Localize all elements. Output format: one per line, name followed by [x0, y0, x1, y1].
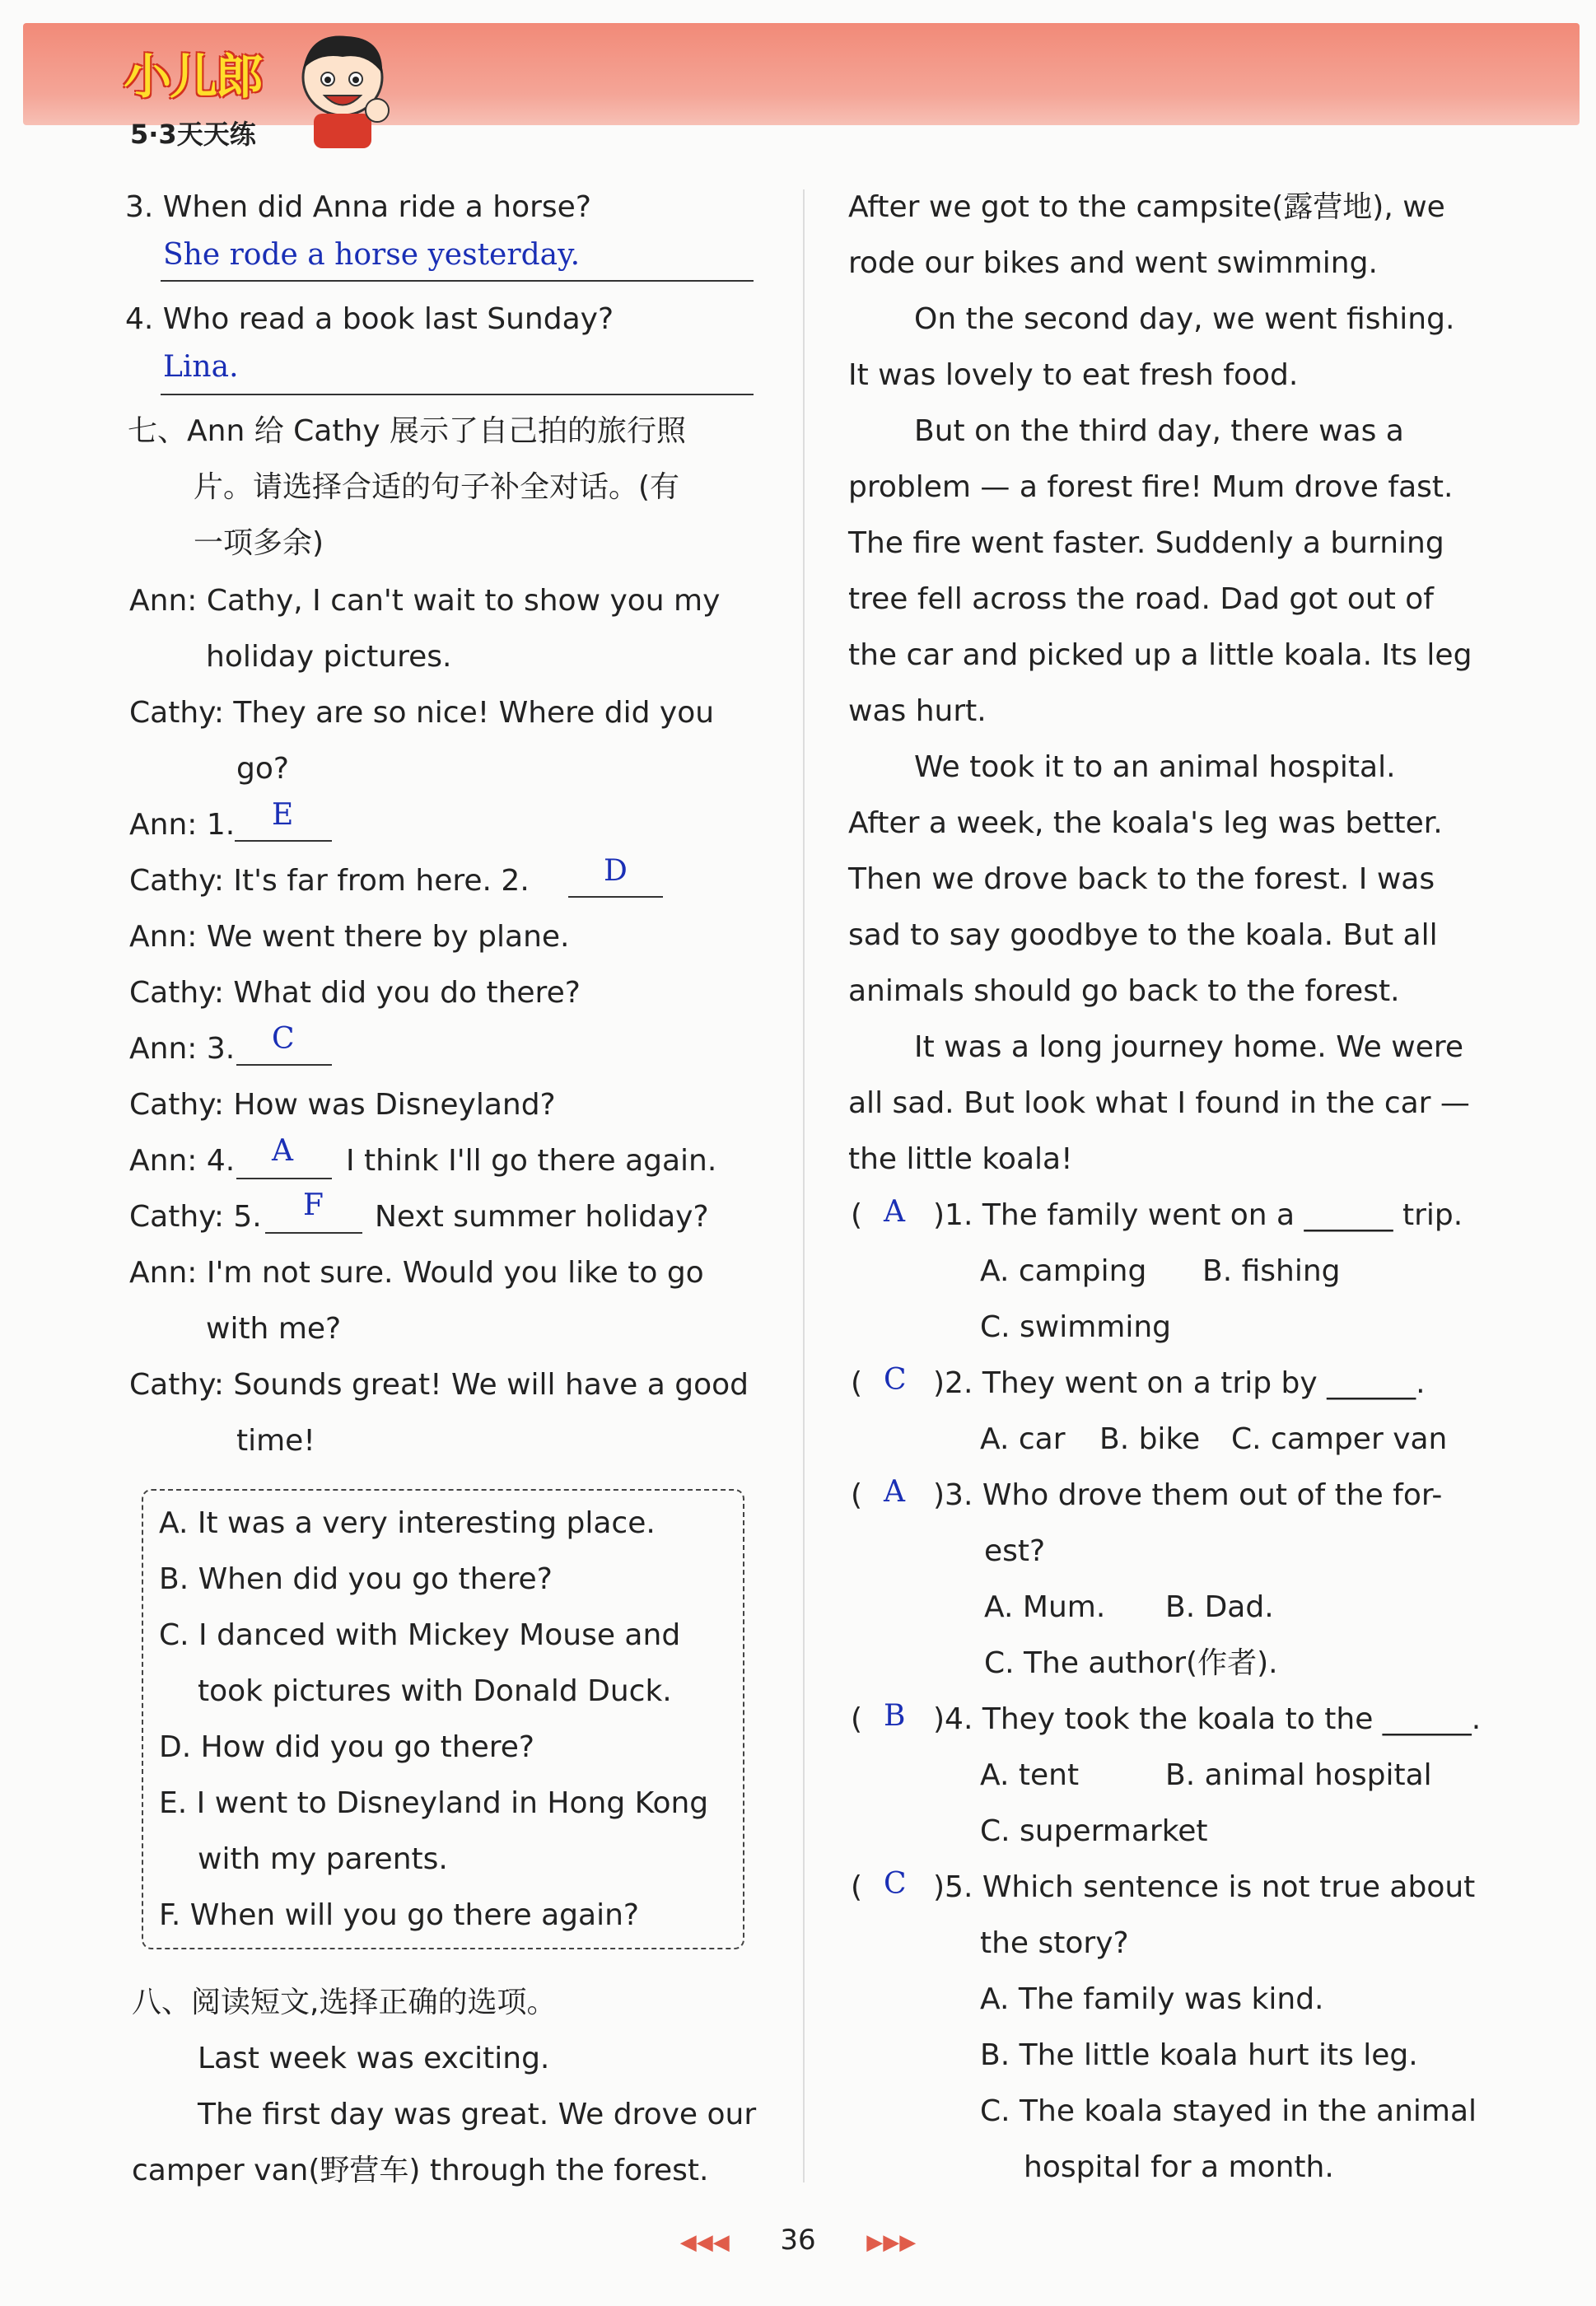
dialogue-line: time! — [236, 1424, 315, 1458]
option-e-cont: with my parents. — [198, 1842, 448, 1876]
mc-answer-5: C — [884, 1867, 907, 1901]
blank-answer-4: A — [272, 1134, 293, 1168]
mc-option: A. tent — [980, 1758, 1080, 1792]
section-8-title: 八、阅读短文,选择正确的选项。 — [132, 1986, 557, 2019]
blank-answer-5: F — [303, 1188, 324, 1222]
mc-question-5-cont: the story? — [980, 1926, 1129, 1960]
question-4: 4. Who read a book last Sunday? — [125, 302, 614, 336]
option-a: A. It was a very interesting place. — [159, 1506, 656, 1540]
mc-option: A. Mum. — [984, 1590, 1106, 1624]
dialogue-line: Next summer holiday? — [375, 1200, 709, 1234]
passage-line: camper van(野营车) through the forest. — [132, 2154, 709, 2187]
mc-option: B. The little koala hurt its leg. — [980, 2038, 1418, 2072]
logo-subtitle: 5·3天天练 — [130, 119, 256, 150]
paren-open: ( — [851, 1478, 863, 1512]
section-7-title-line2: 片。请选择合适的句子补全对话。(有 — [194, 470, 680, 504]
mascot-boy-icon — [285, 28, 400, 152]
mc-option: C. The author(作者). — [984, 1646, 1278, 1680]
mc-answer-2: C — [884, 1363, 907, 1397]
passage-line: rode our bikes and went swimming. — [848, 246, 1378, 280]
prev-arrows-icon: ◀◀◀ — [679, 2230, 730, 2255]
dialogue-line: Ann: I'm not sure. Would you like to go — [129, 1256, 704, 1290]
section-7-title-line1: 七、Ann 给 Cathy 展示了自己拍的旅行照 — [128, 414, 687, 448]
option-f: F. When will you go there again? — [159, 1898, 640, 1932]
dialogue-line: holiday pictures. — [206, 640, 452, 674]
dialogue-line: Cathy: What did you do there? — [129, 976, 581, 1010]
blank-line — [265, 1232, 362, 1234]
passage-line: The fire went faster. Suddenly a burning — [848, 526, 1444, 560]
passage-line: problem — a forest fire! Mum drove fast. — [848, 470, 1454, 504]
section-7-title-line3: 一项多余) — [194, 526, 324, 560]
mc-question-4: )4. They took the koala to the ______. — [933, 1702, 1482, 1736]
column-divider — [803, 189, 805, 2182]
logo-title: 小儿郎 — [124, 49, 263, 105]
passage-line: Then we drove back to the forest. I was — [848, 862, 1435, 896]
option-d: D. How did you go there? — [159, 1730, 534, 1764]
blank-answer-2: D — [604, 854, 628, 888]
passage-line: Last week was exciting. — [198, 2042, 550, 2075]
question-3: 3. When did Anna ride a horse? — [125, 190, 591, 224]
dialogue-line: Ann: 3. — [129, 1032, 236, 1066]
blank-answer-3: C — [272, 1022, 295, 1056]
answer-4: Lina. — [163, 350, 239, 384]
dialogue-line: Cathy: How was Disneyland? — [129, 1088, 556, 1122]
paren-open: ( — [851, 1702, 863, 1736]
passage-line: On the second day, we went fishing. — [914, 302, 1455, 336]
dialogue-line: Ann: 1. — [129, 808, 236, 842]
blank-answer-1: E — [272, 798, 294, 832]
passage-line: We took it to an animal hospital. — [914, 750, 1396, 784]
mc-option: C. supermarket — [980, 1814, 1208, 1848]
mc-option: A. The family was kind. — [980, 1982, 1324, 2016]
passage-line: It was lovely to eat fresh food. — [848, 358, 1299, 392]
answer-line — [161, 394, 754, 395]
mc-question-1: )1. The family went on a ______ trip. — [933, 1198, 1463, 1232]
dialogue-line: I think I'll go there again. — [346, 1144, 717, 1178]
mc-question-3: )3. Who drove them out of the for- — [933, 1478, 1443, 1512]
passage-line: tree fell across the road. Dad got out of — [848, 582, 1434, 616]
mc-option: B. bike — [1099, 1422, 1201, 1456]
option-c: C. I danced with Mickey Mouse and — [159, 1618, 681, 1652]
mc-answer-3: A — [884, 1475, 905, 1509]
passage-line: animals should go back to the forest. — [848, 974, 1400, 1008]
paren-open: ( — [851, 1198, 863, 1232]
mc-option: B. animal hospital — [1165, 1758, 1432, 1792]
option-b: B. When did you go there? — [159, 1562, 553, 1596]
mc-question-3-cont: est? — [984, 1534, 1046, 1568]
mc-option: C. The koala stayed in the animal — [980, 2094, 1477, 2128]
paren-open: ( — [851, 1366, 863, 1400]
blank-line — [235, 840, 332, 842]
passage-line: was hurt. — [848, 694, 987, 728]
paren-open: ( — [851, 1870, 863, 1904]
passage-line: After a week, the koala's leg was better. — [848, 806, 1443, 840]
dialogue-line: Cathy: 5. — [129, 1200, 262, 1234]
dialogue-line: Ann: Cathy, I can't wait to show you my — [129, 584, 721, 618]
mc-option: C. swimming — [980, 1310, 1172, 1344]
options-box — [142, 1489, 744, 1949]
passage-line: But on the third day, there was a — [914, 414, 1404, 448]
option-c-cont: took pictures with Donald Duck. — [198, 1674, 672, 1708]
passage-line: It was a long journey home. We were — [914, 1030, 1464, 1064]
mc-option: C. camper van — [1231, 1422, 1448, 1456]
next-arrows-icon: ▶▶▶ — [866, 2230, 917, 2255]
passage-line: The first day was great. We drove our — [198, 2098, 757, 2131]
blank-line — [568, 896, 663, 898]
mc-question-5: )5. Which sentence is not true about — [933, 1870, 1476, 1904]
blank-line — [236, 1178, 332, 1179]
answer-line — [161, 280, 754, 282]
mc-option-cont: hospital for a month. — [1024, 2150, 1334, 2184]
answer-3: She rode a horse yesterday. — [163, 238, 581, 272]
dialogue-line: Ann: 4. — [129, 1144, 236, 1178]
passage-line: sad to say goodbye to the koala. But all — [848, 918, 1438, 952]
passage-line: After we got to the campsite(露营地), we — [848, 190, 1445, 224]
blank-line — [236, 1064, 332, 1066]
mc-answer-4: B — [884, 1699, 906, 1733]
dialogue-line: Cathy: They are so nice! Where did you — [129, 696, 715, 730]
passage-line: the car and picked up a little koala. Its leg — [848, 638, 1472, 672]
mc-question-2: )2. They went on a trip by ______. — [933, 1366, 1426, 1400]
mc-option: B. Dad. — [1165, 1590, 1274, 1624]
mc-option: B. fishing — [1202, 1254, 1341, 1288]
dialogue-line: go? — [236, 752, 289, 786]
mc-option: A. car — [980, 1422, 1066, 1456]
dialogue-line: Cathy: It's far from here. 2. — [129, 864, 530, 898]
dialogue-line: Ann: We went there by plane. — [129, 920, 570, 954]
mc-option: A. camping — [980, 1254, 1147, 1288]
brand-logo — [124, 28, 371, 152]
page-footer — [0, 2224, 1596, 2257]
option-e: E. I went to Disneyland in Hong Kong — [159, 1786, 709, 1820]
page-number: 36 — [780, 2224, 816, 2257]
dialogue-line: with me? — [206, 1312, 342, 1346]
mc-answer-1: A — [884, 1195, 905, 1229]
dialogue-line: Cathy: Sounds great! We will have a good — [129, 1368, 749, 1402]
passage-line: all sad. But look what I found in the car — — [848, 1086, 1470, 1120]
passage-line: the little koala! — [848, 1142, 1073, 1176]
